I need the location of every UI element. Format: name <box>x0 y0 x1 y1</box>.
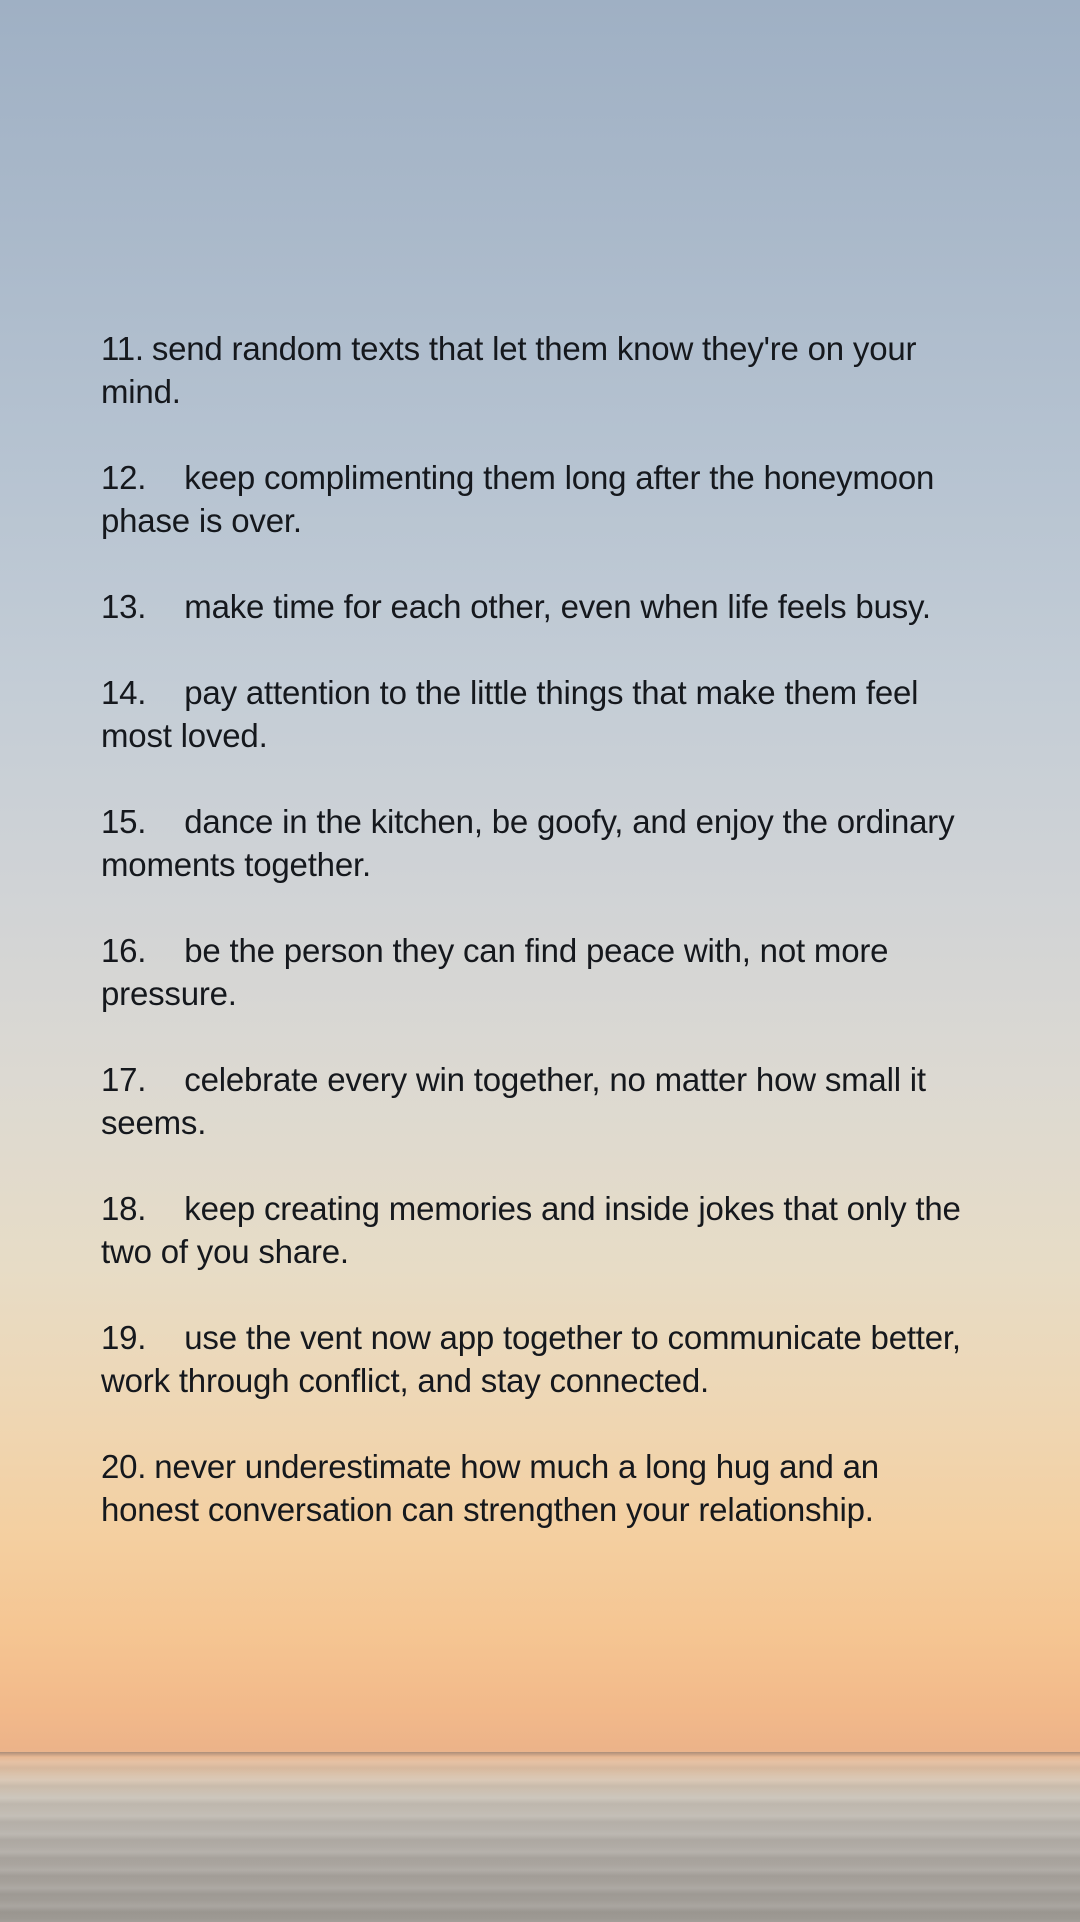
item-text: keep complimenting them long after the honeymoon phase is over. <box>101 459 935 539</box>
list-item <box>101 800 981 886</box>
item-number: 17. <box>101 1061 147 1098</box>
item-text: make time for each other, even when life feels busy. <box>184 588 931 625</box>
item-number: 12. <box>101 459 147 496</box>
tips-list <box>101 327 981 1574</box>
list-item <box>101 456 981 542</box>
item-text: dance in the kitchen, be goofy, and enjoy the ordinary moments together. <box>101 803 955 883</box>
list-item <box>101 585 981 628</box>
list-item <box>101 1316 981 1402</box>
item-number: 15. <box>101 803 147 840</box>
item-number: 19. <box>101 1319 147 1356</box>
list-item <box>101 1058 981 1144</box>
list-item <box>101 1187 981 1273</box>
item-number: 20. <box>101 1448 147 1485</box>
item-text: never underestimate how much a long hug and an honest conversation can strengthen your relationship. <box>101 1448 879 1528</box>
item-number: 13. <box>101 588 147 625</box>
item-text: celebrate every win together, no matter how small it seems. <box>101 1061 926 1141</box>
item-text: keep creating memories and inside jokes that only the two of you share. <box>101 1190 961 1270</box>
item-number: 18. <box>101 1190 147 1227</box>
item-text: be the person they can find peace with, not more pressure. <box>101 932 889 1012</box>
item-number: 14. <box>101 674 147 711</box>
list-item <box>101 671 981 757</box>
item-number: 11. <box>101 330 144 367</box>
item-text: send random texts that let them know they're on your mind. <box>101 330 917 410</box>
sea-background <box>0 1756 1080 1922</box>
item-number: 16. <box>101 932 147 969</box>
list-item <box>101 327 981 413</box>
item-text: pay attention to the little things that make them feel most loved. <box>101 674 919 754</box>
item-text: use the vent now app together to communicate better, work through conflict, and stay connected. <box>101 1319 961 1399</box>
list-item <box>101 929 981 1015</box>
list-item <box>101 1445 981 1531</box>
